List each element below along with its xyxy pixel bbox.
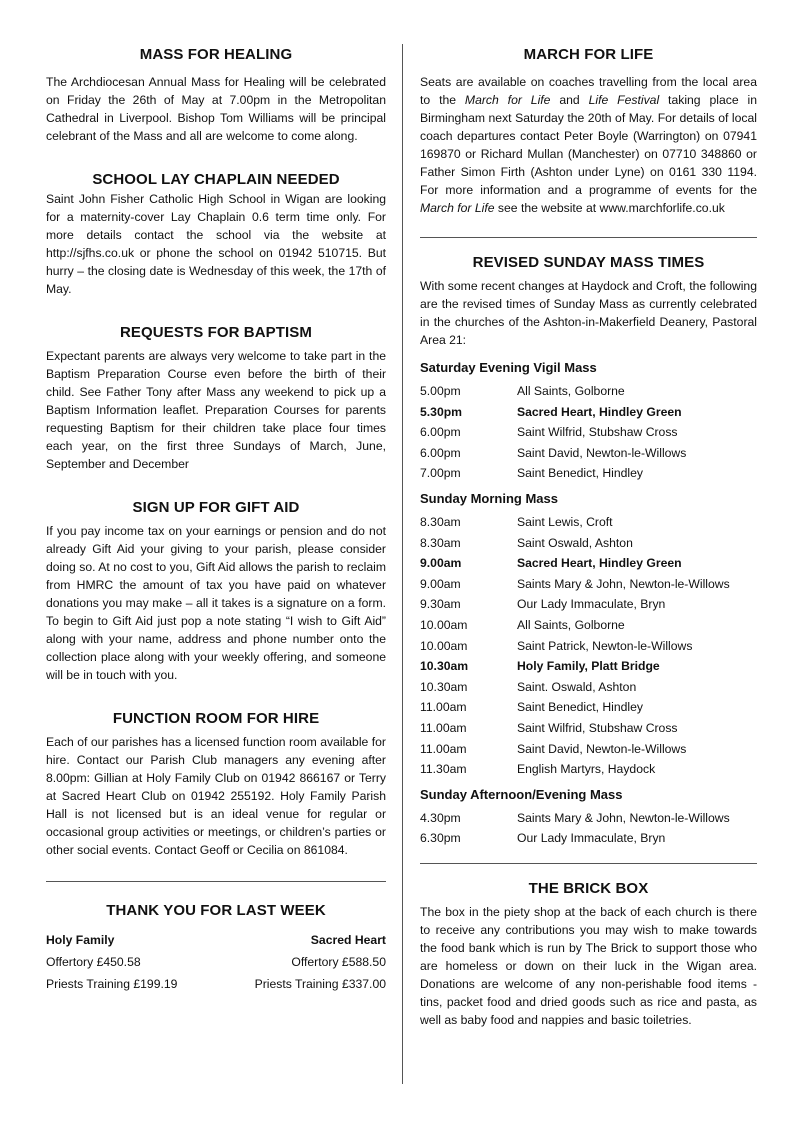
lay-chaplain-title: SCHOOL LAY CHAPLAIN NEEDED [92, 171, 340, 188]
mass-time-row [420, 828, 757, 849]
mass-church: Saint David, Newton-le-Willows [517, 445, 687, 460]
function-room-title: FUNCTION ROOM FOR HIRE [112, 710, 320, 727]
mass-time: 11.30am [420, 762, 467, 777]
mass-time: 7.00pm [420, 466, 461, 481]
mass-time-row [420, 422, 757, 443]
mass-group-heading: Sunday Morning Mass [420, 490, 558, 506]
lay-chaplain-body: Saint John Fisher Catholic High School in Wigan are looking for a maternity-cover Lay Chaplain 0.6 term time only. For more details contact the school via the website at http://sjfhs.co.uk or phone the school on 01942 510715. But hurry – the closing date is Wednesday of this week, the 17th of May. [46, 192, 386, 296]
thank-you-section [46, 902, 386, 995]
mass-church: Our Lady Immaculate, Bryn [517, 597, 666, 612]
brick-box-body: The box in the piety shop at the back of each church is there to receive any contributions you may wish to make towards the food bank which is run by The Brick to support those who are homeless or down on their luck in the Wigan area. Donations are welcome of any non-perishable food items - tins, packet food and dried goods such as rice and pasta, as well as baby food and nappies and basic toiletries. [420, 904, 757, 1027]
mass-time-row [420, 533, 757, 554]
mass-times-title: REVISED SUNDAY MASS TIMES [472, 254, 705, 271]
mass-time-row [420, 443, 757, 464]
left-divider [46, 881, 386, 882]
mass-group-heading: Sunday Afternoon/Evening Mass [420, 786, 623, 802]
holy-family-heading: Holy Family [46, 933, 115, 947]
baptism-section [46, 324, 386, 473]
gift-aid-section [46, 499, 386, 684]
mass-church: Saint. Oswald, Ashton [517, 679, 637, 694]
mass-time-row [420, 718, 757, 739]
right-column [420, 46, 757, 1029]
thank-you-columns [46, 929, 386, 995]
mass-time-row [420, 615, 757, 636]
mass-church: Sacred Heart, Hindley Green [517, 404, 682, 419]
function-room-section [46, 710, 386, 859]
baptism-title: REQUESTS FOR BAPTISM [119, 324, 312, 341]
mass-time: 11.00am [420, 700, 467, 715]
mass-church: English Martyrs, Haydock [517, 762, 656, 777]
mass-time: 9.30am [420, 597, 461, 612]
mass-time: 10.30am [420, 679, 468, 694]
mass-time: 6.00pm [420, 445, 461, 460]
mass-time-row [420, 381, 757, 402]
march-body-part-4: see the website at www.marchforlife.co.uk [494, 201, 725, 215]
mass-group [420, 490, 757, 780]
mass-time-row [420, 697, 757, 718]
mass-time-row [420, 636, 757, 657]
holy-family-totals [46, 929, 177, 995]
march-body-part-2: and [550, 93, 589, 107]
mass-time: 8.30am [420, 535, 461, 550]
sacred-heart-heading: Sacred Heart [310, 933, 386, 947]
mass-times-list [420, 359, 757, 849]
mass-healing-body: The Archdiocesan Annual Mass for Healing will be celebrated on Friday the 26th of May at 7.00pm in the Metropolitan Cathedral in Liverpool. Bishop Tom Williams will be principal celebrant of the Mass and all are welcome to come along. [46, 75, 386, 143]
mass-time: 9.00am [420, 556, 462, 571]
march-body-em-2: Life Festival [588, 93, 660, 107]
mass-church: Saint Patrick, Newton-le-Willows [517, 638, 693, 653]
mass-times-section [420, 254, 757, 849]
mass-times-intro: With some recent changes at Haydock and Croft, the following are the revised times of Sunday Mass as currently celebrated in the churches of the Ashton-in-Makerfield Deanery, Pastoral Area 21: [420, 279, 757, 347]
mass-church: Holy Family, Platt Bridge [517, 659, 660, 674]
mass-time: 4.30pm [420, 810, 461, 825]
brick-box-section [420, 880, 757, 1029]
sacred-heart-totals [255, 929, 386, 995]
sacred-heart-priests-training: Priests Training £337.00 [254, 977, 386, 991]
mass-church: Saint Lewis, Croft [517, 514, 613, 529]
march-body-em-1: March for Life [464, 93, 551, 107]
mass-time-row [420, 656, 757, 677]
mass-time: 11.00am [420, 741, 467, 756]
gift-aid-body: If you pay income tax on your earnings or pension and do not already Gift Aid your giving to your parish, please consider doing so. At no cost to you, Gift Aid allows the parish to reclaim from HMRC the amount of tax you have paid on whatever donations you may make – all it takes is a signature on a form. To begin to Gift Aid just pop a note stating “I wish to Gift Aid” along with your name, address and phone number onto the collection place along with your weekly offering, and someone will be in touch with you. [46, 524, 386, 682]
mass-church: Saint Wilfrid, Stubshaw Cross [517, 720, 678, 735]
left-column [46, 46, 386, 995]
mass-group [420, 786, 757, 849]
march-for-life-body [420, 73, 757, 217]
function-room-body: Each of our parishes has a licensed function room available for hire. Contact our Parish Club managers any evening after 8.00pm: Gillian at Holy Family Club on 01942 866167 or Terry at Sacred Heart Club on 01942 255192. Holy Family Parish Hall is not licensed but is an ideal venue for regular or occasional group activities or meetings, or children’s parties or other social events. Contact Geoff or Cecilia on 861084. [46, 735, 386, 857]
mass-church: Saint Oswald, Ashton [517, 535, 633, 550]
mass-church: Saints Mary & John, Newton-le-Willows [517, 810, 730, 825]
mass-church: Saint David, Newton-le-Willows [517, 741, 687, 756]
mass-group [420, 359, 757, 484]
mass-time: 8.30am [420, 514, 461, 529]
sacred-heart-offertory: Offertory £588.50 [291, 955, 386, 969]
lay-chaplain-section [46, 171, 386, 298]
holy-family-priests-training: Priests Training £199.19 [46, 977, 178, 991]
mass-time-row [420, 553, 757, 574]
mass-time: 11.00am [420, 720, 467, 735]
mass-church: All Saints, Golborne [517, 384, 625, 398]
gift-aid-title: SIGN UP FOR GIFT AID [132, 499, 300, 516]
march-body-em-3: March for Life [420, 201, 495, 215]
mass-time: 6.00pm [420, 425, 461, 440]
mass-group-heading: Saturday Evening Vigil Mass [420, 360, 597, 375]
mass-healing-section [46, 46, 386, 145]
mass-church: Saint Wilfrid, Stubshaw Cross [517, 425, 678, 440]
mass-time-row [420, 402, 757, 423]
mass-time-row [420, 463, 757, 484]
march-for-life-title: MARCH FOR LIFE [523, 46, 654, 63]
mass-time: 5.30pm [420, 404, 463, 419]
mass-time-row [420, 808, 757, 829]
holy-family-offertory: Offertory £450.58 [46, 955, 141, 969]
baptism-body: Expectant parents are always very welcome to take part in the Baptism Preparation Course even before the birth of their child. See Father Tony after Mass any weekend to pick up a Baptism Information leaflet. Preparation Courses for parents requesting Baptism for their children take place four times each year, on the first three Sundays of March, June, September and December [46, 349, 386, 471]
mass-time: 9.00am [420, 576, 461, 591]
mass-church: Our Lady Immaculate, Bryn [517, 831, 666, 846]
thank-you-title: THANK YOU FOR LAST WEEK [106, 902, 326, 919]
mass-time-row [420, 512, 757, 533]
mass-church: Saints Mary & John, Newton-le-Willows [517, 576, 730, 591]
right-divider-1 [420, 237, 757, 238]
mass-church: All Saints, Golborne [517, 617, 625, 632]
march-body-part-3: taking place in Birmingham next Saturday the 20th of May. For details of local coach departures contact Peter Boyle (Warrington) on 07941 169870 or Richard Mullan (Manchester) on 07710 348860 or Father Simon Firth (Ashton under Lyne) on 0161 330 1194. For more information and a programme of events for the [420, 93, 758, 197]
mass-time-row [420, 759, 757, 780]
column-divider [402, 44, 403, 1084]
march-body-part-1: Seats are available on coaches travelling from the local area to the [420, 75, 757, 107]
mass-time: 6.30pm [420, 831, 461, 846]
right-divider-2 [420, 863, 757, 864]
mass-healing-title: MASS FOR HEALING [139, 46, 293, 63]
mass-church: Saint Benedict, Hindley [517, 466, 644, 481]
mass-time: 10.30am [420, 659, 469, 674]
mass-time: 10.00am [420, 617, 468, 632]
march-for-life-section [420, 46, 757, 217]
mass-time: 10.00am [420, 638, 468, 653]
mass-church: Saint Benedict, Hindley [517, 700, 644, 715]
mass-time-row [420, 574, 757, 595]
mass-time-row [420, 594, 757, 615]
mass-time-row [420, 677, 757, 698]
brick-box-title: THE BRICK BOX [528, 879, 649, 897]
mass-church: Sacred Heart, Hindley Green [517, 556, 682, 571]
mass-time: 5.00pm [420, 384, 461, 398]
mass-time-row [420, 739, 757, 760]
